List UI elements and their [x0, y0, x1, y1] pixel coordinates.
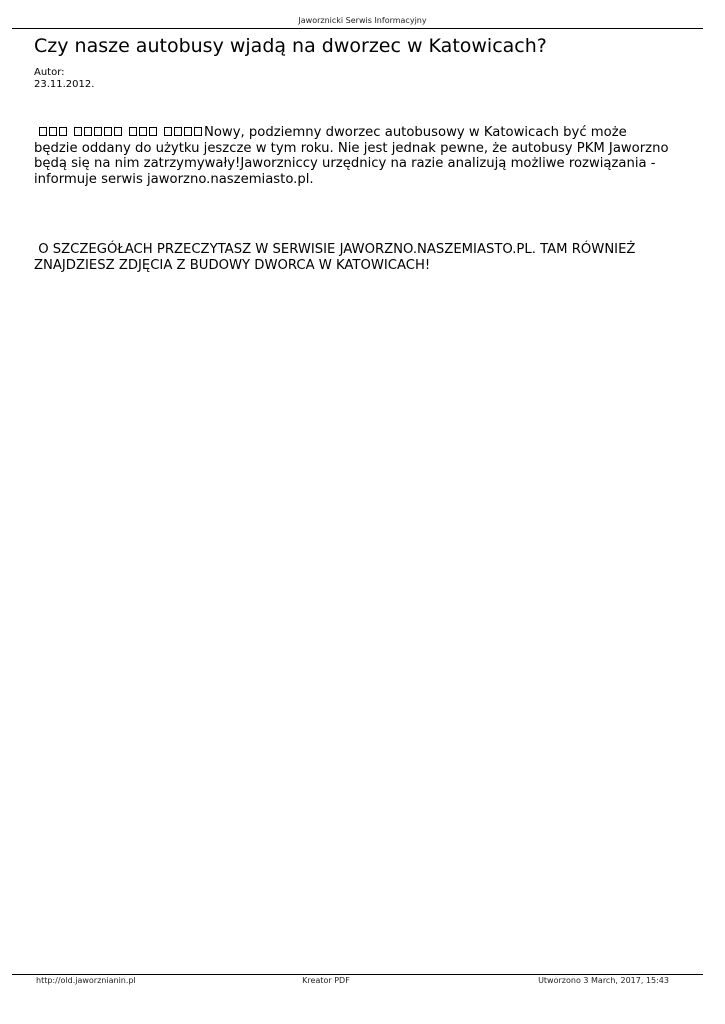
footer-created: Utworzono 3 March, 2017, 15:43 [538, 976, 669, 985]
footer-url[interactable]: http://old.jaworznianin.pl [36, 976, 136, 985]
article-promo [34, 242, 674, 273]
header-title: Jaworznicki Serwis Informacyjny [298, 16, 427, 25]
article-lead [34, 125, 674, 187]
article-promo-text: O SZCZEGÓŁACH PRZECZYTASZ W SERWISIE JAWORZNO.NASZEMIASTO.PL. TAM RÓWNIEŻ ZNAJDZIESZ ZDJĘCIA Z BUDOWY DWORCA W KATOWICACH! [34, 242, 636, 273]
footer-divider [12, 974, 703, 975]
missing-glyph-run [34, 125, 204, 140]
footer-generator: Kreator PDF [302, 976, 350, 985]
article-date: 23.11.2012. [34, 79, 95, 90]
article-title: Czy nasze autobusy wjadą na dworzec w Katowicach? [34, 35, 547, 57]
header-divider [12, 28, 703, 29]
article-lead-text: Nowy, podziemny dworzec autobusowy w Katowicach być może będzie oddany do użytku jeszcze w tym roku. Nie jest jednak pewne, że autobusy PKM Jaworzno będą się na nim zatrzymywały!Jaworzniccy urzędnicy na razie analizują możliwe rozwiązania - informuje serwis jaworzno.naszemiasto.pl. [34, 125, 669, 187]
author-label: Autor: [34, 67, 65, 78]
